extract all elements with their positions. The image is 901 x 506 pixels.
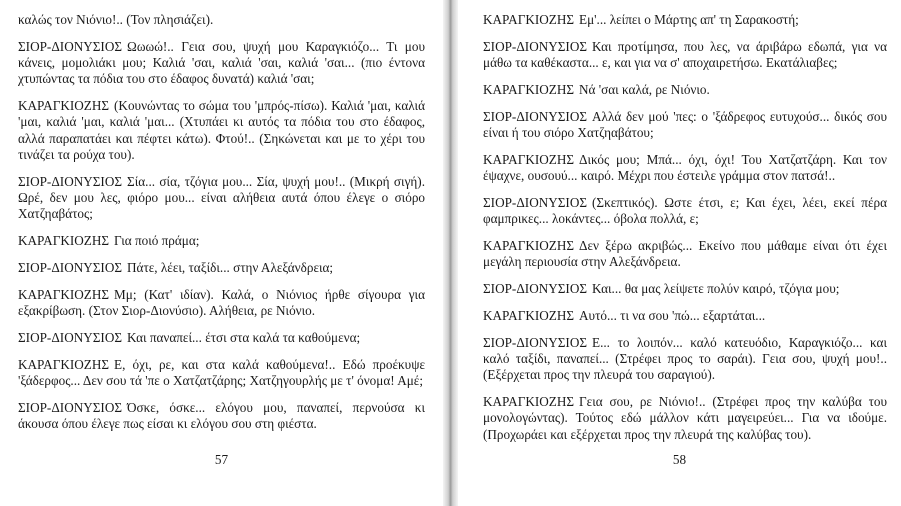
speaker-name: ΚΑΡΑΓΚΙΟΖΗΣ [483,151,575,167]
dialogue-text: Ωωωώ!.. Γεια σου, ψυχή μου Καραγκιόζο... Τι μου κάνεις, μομολιάκι μου; Καλιά 'σαι, καλιά 'σαι, καλιά 'σαι... (πιο έντονα χτυπώντας τα πόδια του στο έδαφος δυνατά) καλιά 'σαι; [18,38,425,87]
speaker-name: ΚΑΡΑΓΚΙΟΖΗΣ [18,356,110,372]
speaker-name: ΣΙΟΡ-ΔΙΟΝΥΣΙΟΣ [18,38,123,54]
speaker-name: ΣΙΟΡ-ΔΙΟΝΥΣΙΟΣ [483,108,588,124]
dialogue-paragraph [18,233,425,249]
speaker-name: ΣΙΟΡ-ΔΙΟΝΥΣΙΟΣ [483,334,588,350]
speaker-name: ΚΑΡΑΓΚΙΟΖΗΣ [483,394,575,410]
speaker-name: ΚΑΡΑΓΚΙΟΖΗΣ [18,286,110,302]
speaker-name: ΣΙΟΡ-ΔΙΟΝΥΣΙΟΣ [483,281,588,297]
dialogue-text: Και παναπεί... έτσι στα καλά τα καθούμενα; [127,329,361,345]
speaker-name: ΣΙΟΡ-ΔΙΟΝΥΣΙΟΣ [18,260,123,276]
dialogue-paragraph [18,174,425,223]
dialogue-paragraph [18,39,425,88]
dialogue-paragraph [483,39,887,72]
right-page-text [483,12,887,443]
dialogue-text: Δεν ξέρω ακριβώς... Εκείνο που μάθαμε είναι ότι έχει μεγάλη περιουσία στην Αλεξάνδρεια. [483,237,887,270]
dialogue-text: Σία... σία, τζόγια μου... Σία, ψυχή μου!.. (Μικρή σιγή). Ωρέ, δεν μου λες, φιόρο μου... είναι αλήθεια αυτά όπου έλεγε ο σιόρο Χατζηαβάτος; [18,173,425,222]
dialogue-paragraph [18,260,425,276]
dialogue-text: Δικός μου; Μπά... όχι, όχι! Του Χατζατζάρη. Και τον έψαχνε, ουσουύ... καιρό. Μέχρι που έστειλε γράμμα στον πατσά!.. [483,151,887,184]
dialogue-paragraph [483,394,887,443]
dialogue-text: καλώς τον Νιόνιο!.. (Τον πλησιάζει). [18,12,214,27]
dialogue-paragraph [483,12,887,28]
right-page [458,0,901,506]
dialogue-paragraph [18,357,425,390]
dialogue-text: Αυτό... τι να σου 'πώ... εξαρτάται... [579,307,766,323]
dialogue-paragraph [18,400,425,433]
speaker-name: ΣΙΟΡ-ΔΙΟΝΥΣΙΟΣ [18,399,123,415]
dialogue-paragraph [483,335,887,384]
dialogue-text: Νά 'σαι καλά, ρε Νιόνιο. [579,81,710,97]
dialogue-paragraph [18,12,425,28]
left-page-text [18,12,425,432]
dialogue-text: Γεια σου, ρε Νιόνιο!.. (Στρέφει προς την καλύβα του μονολογώντας). Τούτος εδώ μάλλον κάτι μαγειρεύει... Για να ιδούμε. (Προχωράει και εξέρχεται προς την πλευρά της καλύβας του). [483,394,887,442]
dialogue-paragraph [483,308,887,324]
dialogue-paragraph [483,281,887,297]
speaker-name: ΣΙΟΡ-ΔΙΟΝΥΣΙΟΣ [483,38,588,54]
dialogue-text: Και... θα μας λείψετε πολύν καιρό, τζόγια μου; [592,281,840,297]
dialogue-text: Πάτε, λέει, ταξίδι... στην Αλεξάνδρεια; [127,260,334,276]
dialogue-text: Και προτίμησα, που λες, να άριβάρω εδωπά, για να μάθω τα καθέκαστα... ε, και για να σ' αποχαιρετήσω. Εκατάλιαβες; [483,38,887,71]
speaker-name: ΚΑΡΑΓΚΙΟΖΗΣ [483,12,575,27]
dialogue-paragraph [18,330,425,346]
speaker-name: ΚΑΡΑΓΚΙΟΖΗΣ [18,98,110,114]
dialogue-text: Για ποιό πράμα; [114,233,200,249]
dialogue-text: Ε... το λοιπόν... καλό κατευόδιο, Καραγκιόζο... και καλό ταξίδι, παναπεί... (Στρέφει προς το σαράι). Γεια σου, ψυχή μου!.. (Εξέρχεται προς την πλευρά του σαραγιού). [483,334,887,383]
dialogue-paragraph [483,82,887,98]
speaker-name: ΣΙΟΡ-ΔΙΟΝΥΣΙΟΣ [483,194,588,210]
dialogue-text: Εμ'... λείπει ο Μάρτης απ' τη Σαρακοστή; [579,12,799,27]
dialogue-paragraph [483,152,887,185]
dialogue-text: Ε, όχι, ρε, και στα καλά καθούμενα!.. Εδώ προέκυψε 'ξάδερφος... Δεν σου τά 'πε ο Χατζατζάρης; Χατζηγουρλής με τ' όνομα! Αμέ; [18,356,425,389]
speaker-name: ΚΑΡΑΓΚΙΟΖΗΣ [483,81,575,97]
speaker-name: ΚΑΡΑΓΚΙΟΖΗΣ [483,237,575,253]
speaker-name: ΣΙΟΡ-ΔΙΟΝΥΣΙΟΣ [18,329,123,345]
dialogue-text: Όσκε, όσκε... ελόγου μου, παναπεί, περνούσα κι άκουσα όπου έλεγε πως είσαι κι ελόγου σου στη φιέστα. [18,399,425,432]
page-number-right: 58 [672,452,687,467]
left-page [0,0,443,506]
dialogue-paragraph [483,238,887,271]
speaker-name: ΚΑΡΑΓΚΙΟΖΗΣ [483,307,575,323]
speaker-name: ΣΙΟΡ-ΔΙΟΝΥΣΙΟΣ [18,173,123,189]
dialogue-text: (Κουνώντας το σώμα του 'μπρός-πίσω). Καλιά 'μαι, καλιά 'μαι, καλιά 'μαι, καλιά 'μαι... (Χτυπάει κι αυτός τα πόδια του στο έδαφος, αλλά παραπατάει και πέφτει κάτω). Φτού!.. (Σηκώνεται και με το χέρι του τινάζει τα ρούχα του). [18,98,425,163]
dialogue-text: Αλλά δεν μού 'πες: ο 'ξάδρεφος ευτυχούσ... δικός σου είναι ή του σιόρο Χατζηαβάτου; [483,108,887,140]
dialogue-paragraph [18,287,425,320]
dialogue-paragraph [18,98,425,163]
page-number-left: 57 [214,452,229,467]
dialogue-text: (Σκεπτικός). Ωστε έτσι, ε; Και έχει, λέει, εκεί πέρα φαμπρικες... λοκάντες... όβολα πολλά, ε; [483,194,887,227]
dialogue-paragraph [483,109,887,142]
book-gutter [443,0,458,506]
speaker-name: ΚΑΡΑΓΚΙΟΖΗΣ [18,233,110,249]
dialogue-text: Μμ; (Κατ' ιδίαν). Καλά, ο Νιόνιος ήρθε σίγουρα για εξακρίβωση. (Στον Σιορ-Διονύσιο). Αλήθεια, ρε Νιόνιο. [18,286,425,319]
dialogue-paragraph [483,195,887,228]
